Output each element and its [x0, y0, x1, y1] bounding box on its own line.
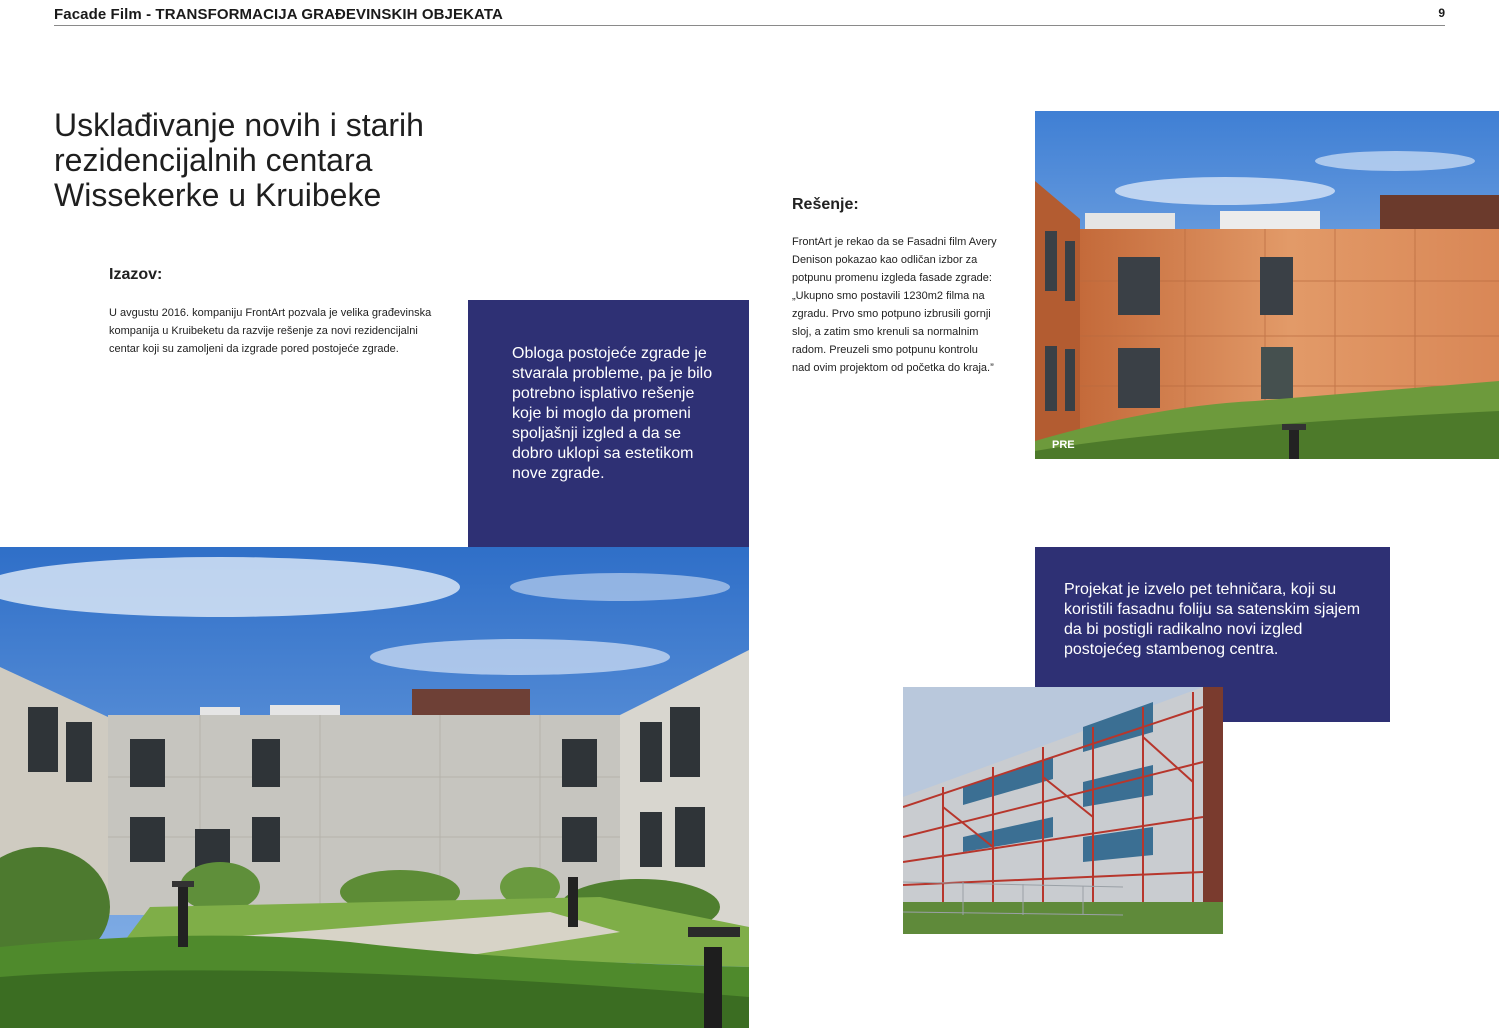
before-label: PRE: [1052, 439, 1075, 451]
after-photo-illustration: [0, 547, 749, 1028]
before-photo-illustration: [1035, 111, 1499, 459]
before-photo: [1035, 111, 1499, 459]
callout-text-problem: Obloga postojeće zgrade je stvarala probleme, pa je bilo potrebno isplativo rešenje koje bi moglo da promeni spoljašnji izgled a da se dobro uklopi sa estetikom nove zgrade.: [512, 345, 713, 482]
scaffolding-photo-illustration: [903, 687, 1223, 934]
challenge-heading: Izazov:: [109, 266, 163, 283]
solution-text: FrontArt je rekao da se Fasadni film Avery Denison pokazao kao odličan izbor za potpunu promenu izgleda fasade zgrade: „Ukupno smo postavili 1230m2 filma na zgradu. Prvo smo potpuno izbrusili gornji sloj, a zatim smo krenuli sa normalnim radom. Preuzeli smo potpunu kontrolu nad ovim projektom od početka do kraja.”: [792, 236, 997, 374]
page-title: Usklađivanje novih i starih rezidencijalnih centara Wissekerke u Kruibeke: [54, 107, 424, 213]
callout-box-problem: [468, 300, 749, 547]
page-number: 9: [1438, 6, 1445, 20]
solution-heading: Rešenje:: [792, 196, 859, 213]
after-photo: [0, 547, 749, 1028]
page-header: [54, 6, 1445, 26]
callout-text-project: Projekat je izvelo pet tehničara, koji su koristili fasadnu foliju sa satenskim sjajem da bi postigli radikalno novi izgled postojećeg stambenog centra.: [1064, 581, 1361, 658]
header-title: Facade Film - TRANSFORMACIJA GRAĐEVINSKIH OBJEKATA: [54, 6, 503, 23]
challenge-text: U avgustu 2016. kompaniju FrontArt pozvala je velika građevinska kompanija u Kruibeketu da razvije rešenje za novi rezidencijalni centar koji su zamoljeni da izgrade pored postojeće zgrade.: [109, 307, 432, 355]
scaffolding-photo: [903, 687, 1223, 934]
